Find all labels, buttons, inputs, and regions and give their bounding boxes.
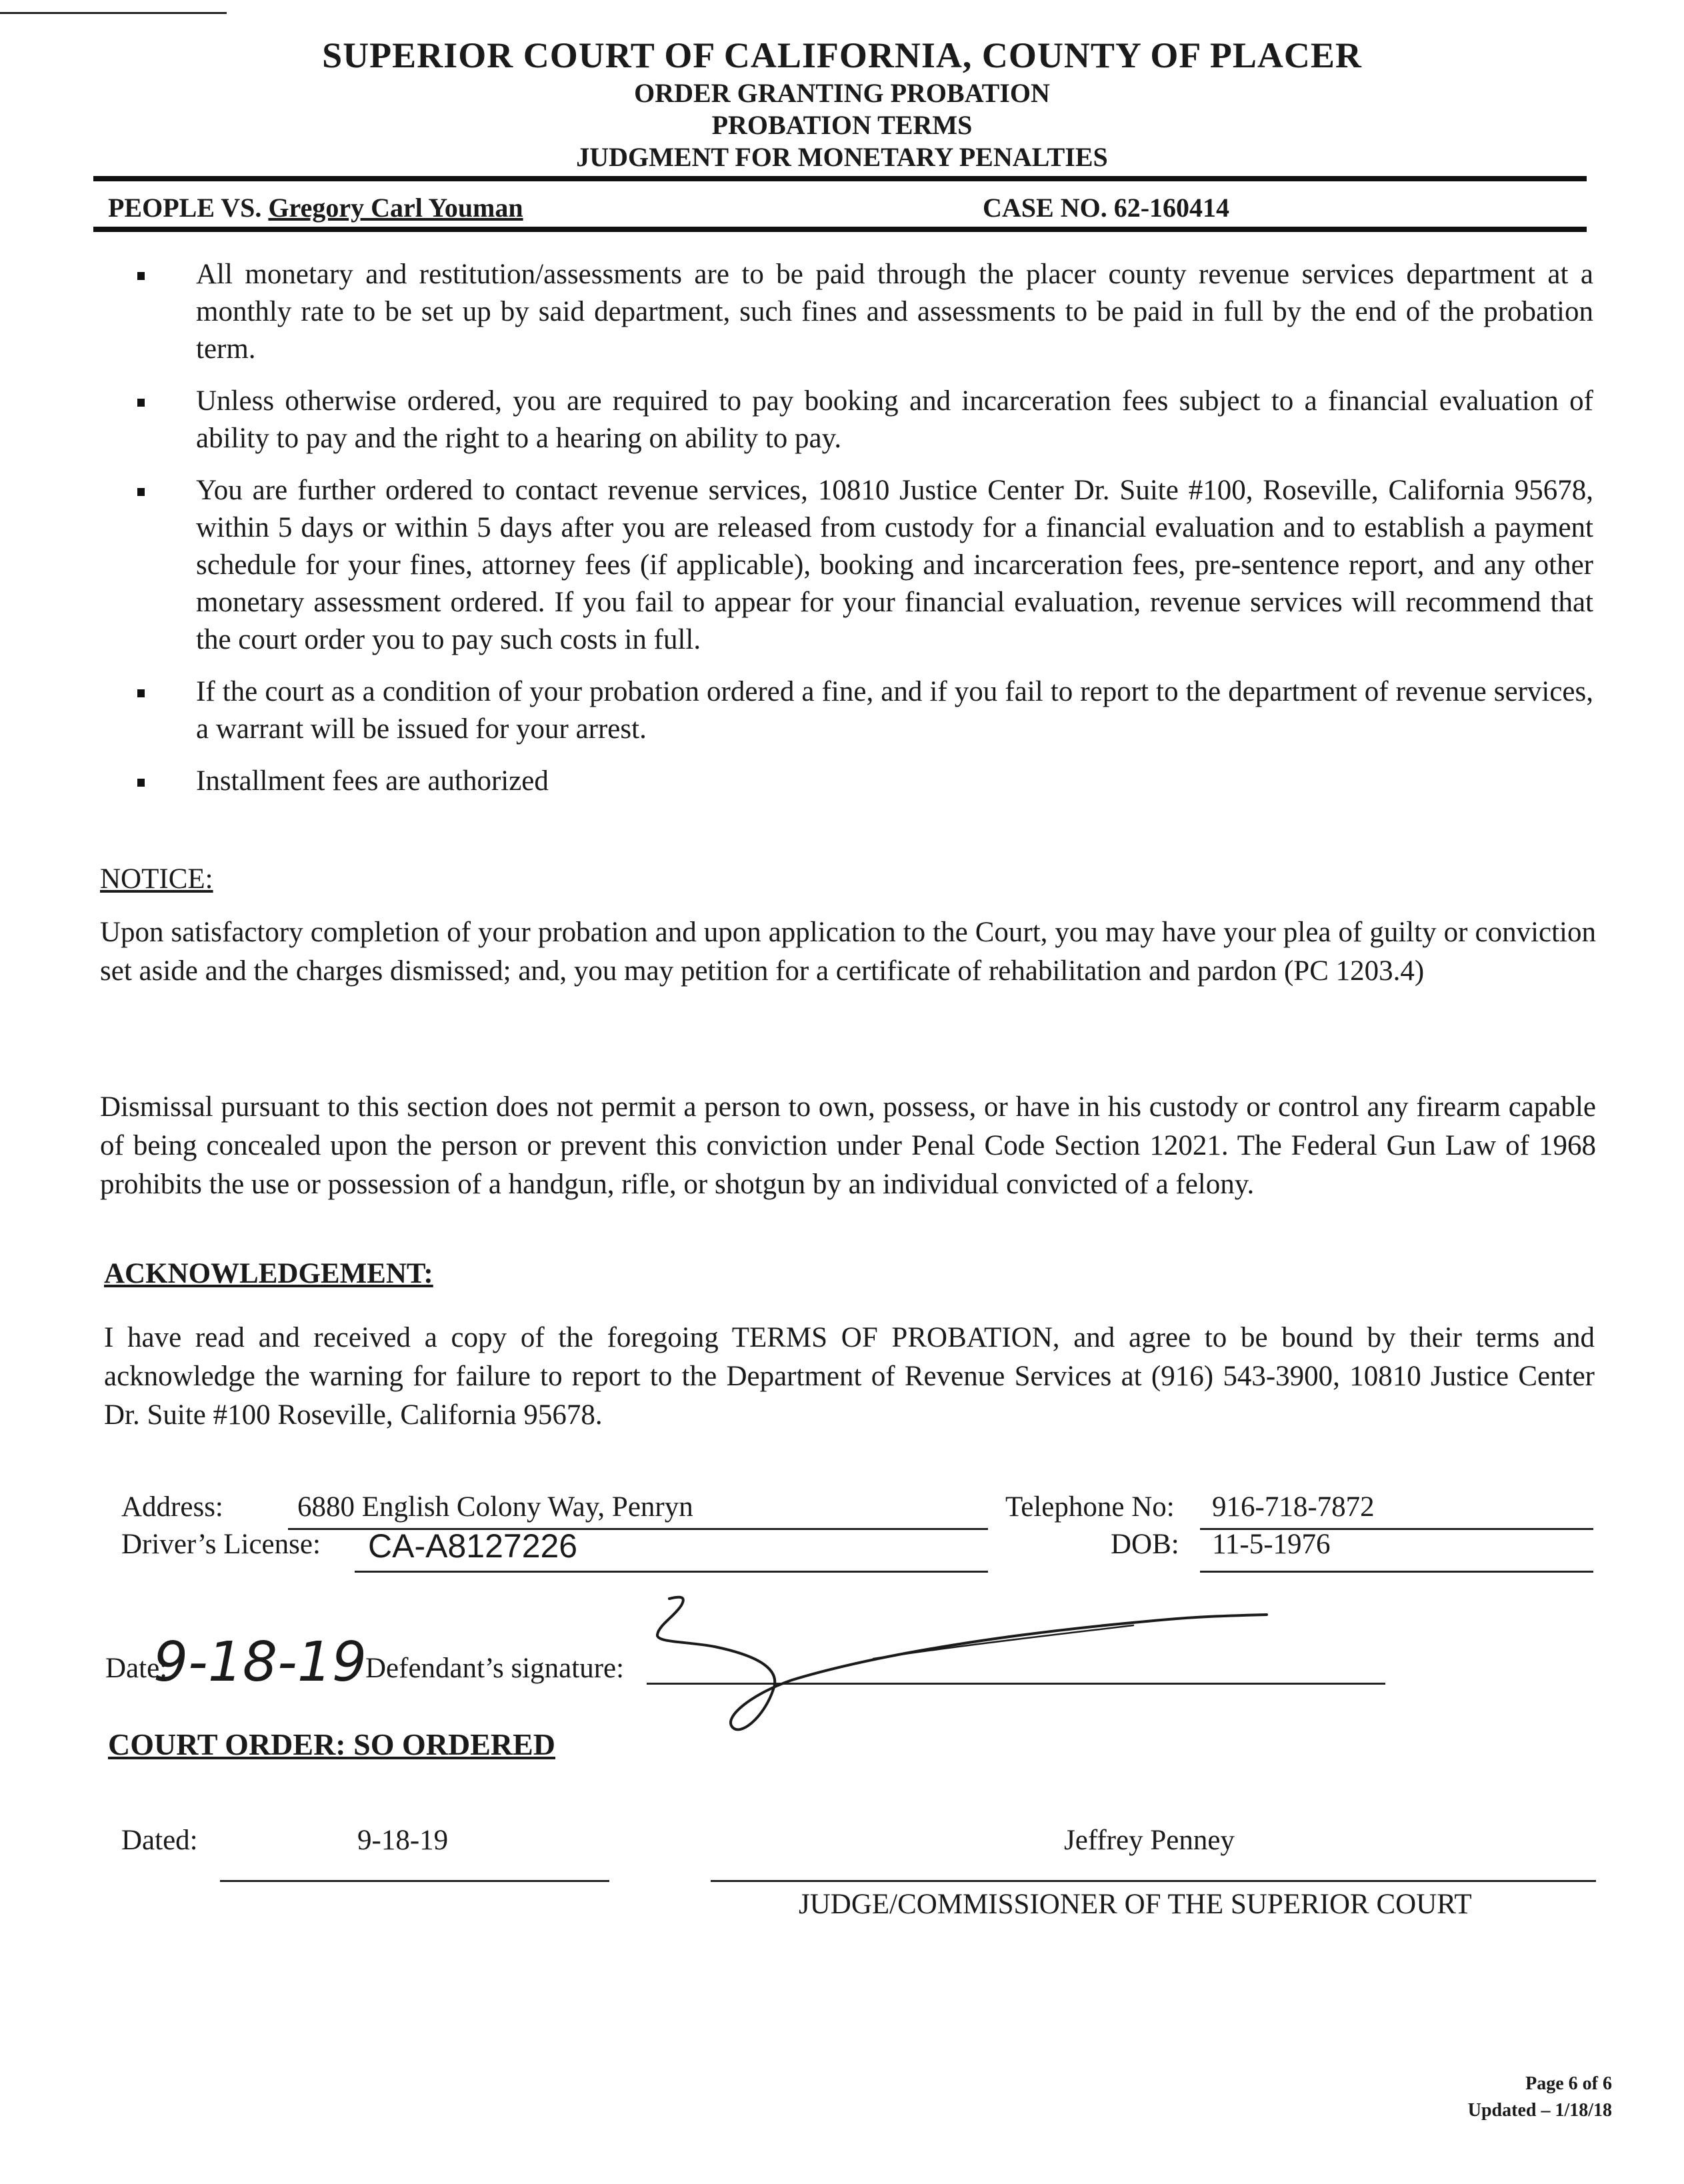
address-value: 6880 English Colony Way, Penryn (297, 1491, 693, 1523)
bullet-icon (137, 272, 145, 280)
dated-value: 9-18-19 (357, 1825, 449, 1856)
top-edge-line (0, 12, 227, 14)
court-title: SUPERIOR COURT OF CALIFORNIA, COUNTY OF PLACER (322, 35, 1362, 75)
bullet-icon (137, 779, 145, 787)
bullet-icon (137, 399, 145, 407)
dob-label: DOB: (1111, 1529, 1179, 1560)
header-rule-top (93, 176, 1587, 181)
people-label: PEOPLE VS. (108, 193, 262, 223)
case-label: CASE NO. (983, 193, 1107, 223)
header-order-granting: ORDER GRANTING PROBATION (634, 78, 1050, 108)
telephone-value: 916-718-7872 (1212, 1491, 1375, 1523)
date-label: Date: (105, 1653, 168, 1684)
page-number: Page 6 of 6 (1525, 2073, 1612, 2094)
acknowledgement-heading: ACKNOWLEDGEMENT: (104, 1258, 433, 1289)
updated-date: Updated – 1/18/18 (1467, 2100, 1612, 2121)
list-item: Unless otherwise ordered, you are required to pay booking and incarceration fees subject to a financial evaluation of ability to pay and the right to a hearing on ability to pay. (127, 383, 1593, 457)
header-probation-terms: PROBATION TERMS (711, 110, 973, 140)
notice-heading: NOTICE: (100, 863, 213, 895)
bullet-icon (137, 689, 145, 697)
header-judgment: JUDGMENT FOR MONETARY PENALTIES (576, 142, 1108, 172)
handwritten-date: 9-18-19 (153, 1631, 367, 1694)
license-value: CA-A8127226 (368, 1527, 578, 1565)
judge-signature-line (711, 1880, 1596, 1882)
header-rule-bottom (93, 227, 1587, 232)
license-line (355, 1571, 988, 1573)
license-label: Driver’s License: (121, 1529, 321, 1560)
dated-label: Dated: (121, 1825, 198, 1856)
signature-label: Defendant’s signature: (365, 1653, 625, 1684)
list-item: Installment fees are authorized (127, 763, 1593, 800)
telephone-label: Telephone No: (1005, 1491, 1175, 1523)
notice-paragraph-1: Upon satisfactory completion of your probation and upon application to the Court, you may have your plea of guilty or conviction set aside and the charges dismissed; and, you may petition for a certificate of rehabilitation and pardon (PC 1203.4) (100, 917, 1596, 987)
acknowledgement-text: I have read and received a copy of the foregoing TERMS OF PROBATION, and agree to be bound by their terms and acknowledge the warning for failure to report to the Department of Revenue Services at (916) 543-3900, 10810 Justice Center Dr. Suite #100 Roseville, California 95678. (104, 1322, 1595, 1431)
address-label: Address: (121, 1491, 223, 1523)
dob-line (1200, 1571, 1593, 1573)
defendant-name: Gregory Carl Youman (268, 193, 523, 223)
dated-line (220, 1880, 609, 1882)
notice-paragraph-2: Dismissal pursuant to this section does not permit a person to own, possess, or have in his custody or control any firearm capable of being concealed upon the person or prevent this conviction under Penal Code Section 12021. The Federal Gun Law of 1968 prohibits the use or possession of a handgun, rifle, or shotgun by an individual convicted of a felony. (100, 1091, 1596, 1200)
list-item: If the court as a condition of your probation ordered a fine, and if you fail to report to the department of revenue services, a warrant will be issued for your arrest. (127, 673, 1593, 748)
people-vs (108, 192, 523, 223)
list-item: You are further ordered to contact revenue services, 10810 Justice Center Dr. Suite #100, Roseville, California 95678, within 5 days or within 5 days after you are released from custody for a financial evaluation and to establish a payment schedule for your fines, attorney fees (if applicable), booking and incarceration fees, pre-sentence report, and any other monetary assessment ordered. If you fail to appear for your financial evaluation, revenue services will recommend that the court order you to pay such costs in full. (127, 472, 1593, 659)
judge-name: Jeffrey Penney (1064, 1825, 1235, 1856)
case-number-value: 62-160414 (1113, 193, 1230, 223)
probation-terms-list (127, 256, 1593, 815)
dob-value: 11-5-1976 (1212, 1529, 1331, 1560)
list-item: All monetary and restitution/assessments are to be paid through the placer county revenue services department at a monthly rate to be set up by said department, such fines and assessments to be paid in full by the end of the probation term. (127, 256, 1593, 368)
judge-title: JUDGE/COMMISSIONER OF THE SUPERIOR COURT (799, 1889, 1472, 1920)
defendant-signature (640, 1587, 1293, 1760)
court-order-heading: COURT ORDER: SO ORDERED (108, 1727, 555, 1761)
case-number (983, 192, 1229, 223)
bullet-icon (137, 488, 145, 496)
